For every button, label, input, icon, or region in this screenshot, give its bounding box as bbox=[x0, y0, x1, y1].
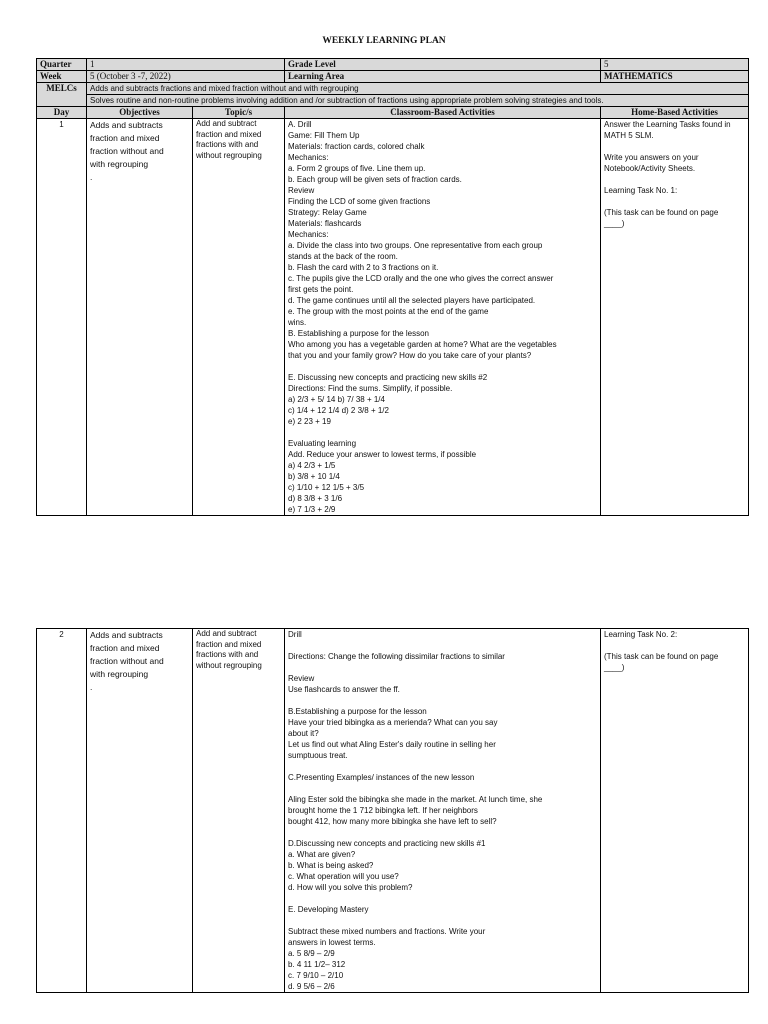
grade-level-value: 5 bbox=[601, 59, 749, 71]
text-line bbox=[288, 827, 597, 838]
text-line: b. Flash the card with 2 to 3 fractions on it. bbox=[288, 263, 439, 272]
text-line bbox=[604, 174, 745, 185]
text-line: a. Divide the class into two groups. One representative from each group bbox=[288, 241, 543, 250]
text-line: a. What are given? bbox=[288, 850, 356, 859]
day-1-number: 1 bbox=[37, 119, 87, 516]
text-line: D.Discussing new concepts and practicing new skills #1 bbox=[288, 839, 486, 848]
text-line: about it? bbox=[288, 729, 319, 738]
text-line: sumptuous treat. bbox=[288, 751, 348, 760]
text-line: Have your tried bibingka as a merienda? What can you say bbox=[288, 718, 498, 727]
day-1-classroom-activities bbox=[285, 119, 601, 516]
text-line: B. Establishing a purpose for the lesson bbox=[288, 329, 429, 338]
text-line: c. What operation will you use? bbox=[288, 872, 399, 881]
day-2-number: 2 bbox=[37, 629, 87, 993]
day-2-home-activities bbox=[601, 629, 749, 993]
text-line: Mechanics: bbox=[288, 230, 329, 239]
text-line: that you and your family grow? How do you take care of your plants? bbox=[288, 351, 532, 360]
text-line: Mechanics: bbox=[288, 153, 329, 162]
day-2-row bbox=[37, 629, 749, 993]
learning-area-value: MATHEMATICS bbox=[601, 71, 749, 83]
text-line bbox=[288, 695, 597, 706]
text-line bbox=[604, 640, 745, 651]
text-line: Learning Task No. 2: bbox=[604, 630, 678, 639]
text-line: e) 2 23 + 19 bbox=[288, 417, 331, 426]
melc-1: Adds and subtracts fractions and mixed fraction without and with regrouping bbox=[87, 83, 749, 95]
text-line: first gets the point. bbox=[288, 285, 354, 294]
melc-2: Solves routine and non-routine problems involving addition and /or subtraction of fractions using appropriate problem solving strategies and tools. bbox=[87, 95, 749, 107]
text-line: a) 4 2/3 + 1/5 bbox=[288, 461, 336, 470]
text-line: b. 4 11 1/2– 312 bbox=[288, 960, 346, 969]
text-line: Write you answers on your bbox=[604, 153, 699, 162]
text-line: ____) bbox=[604, 663, 625, 672]
text-line: Review bbox=[288, 674, 315, 683]
text-line: d. 9 5/6 – 2/6 bbox=[288, 982, 335, 991]
day-1-objectives: Adds and subtracts fraction and mixed fraction without and with regrouping . bbox=[87, 119, 193, 516]
text-line: C.Presenting Examples/ instances of the new lesson bbox=[288, 773, 475, 782]
text-line: (This task can be found on page bbox=[604, 208, 719, 217]
text-line: a. Form 2 groups of five. Line them up. bbox=[288, 164, 426, 173]
text-line: Directions: Find the sums. Simplify, if possible. bbox=[288, 384, 453, 393]
text-line: Aling Ester sold the bibingka she made in the market. At lunch time, she bbox=[288, 795, 543, 804]
day-2-objectives: Adds and subtracts fraction and mixed fraction without and with regrouping . bbox=[87, 629, 193, 993]
weekly-plan-table-continued bbox=[36, 628, 749, 993]
text-line: Finding the LCD of some given fractions bbox=[288, 197, 431, 206]
text-line: d. How will you solve this problem? bbox=[288, 883, 413, 892]
text-line: e. The group with the most points at the end of the game bbox=[288, 307, 489, 316]
text-line bbox=[288, 783, 597, 794]
quarter-value: 1 bbox=[87, 59, 285, 71]
text-line: Directions: Change the following dissimilar fractions to similar bbox=[288, 652, 505, 661]
text-line: bought 412, how many more bibingka she have left to sell? bbox=[288, 817, 497, 826]
text-line bbox=[288, 640, 597, 651]
text-line bbox=[288, 893, 597, 904]
text-line: b. What is being asked? bbox=[288, 861, 374, 870]
column-header-classroom-activities: Classroom-Based Activities bbox=[285, 107, 601, 119]
document-title: WEEKLY LEARNING PLAN bbox=[322, 36, 446, 46]
text-line: (This task can be found on page bbox=[604, 652, 719, 661]
day-1-row bbox=[37, 119, 749, 516]
text-line bbox=[288, 915, 597, 926]
text-line: c) 1/10 + 12 1/5 + 3/5 bbox=[288, 483, 365, 492]
text-line: MATH 5 SLM. bbox=[604, 131, 654, 140]
text-line: ____) bbox=[604, 219, 625, 228]
text-line: Notebook/Activity Sheets. bbox=[604, 164, 696, 173]
text-line: Materials: fraction cards, colored chalk bbox=[288, 142, 425, 151]
text-line: c. 7 9/10 – 2/10 bbox=[288, 971, 344, 980]
text-line: wins. bbox=[288, 318, 307, 327]
text-line: b) 3/8 + 10 1/4 bbox=[288, 472, 340, 481]
text-line: Use flashcards to answer the ff. bbox=[288, 685, 400, 694]
text-line: E. Developing Mastery bbox=[288, 905, 369, 914]
text-line: d. The game continues until all the selected players have participated. bbox=[288, 296, 536, 305]
text-line: Subtract these mixed numbers and fractions. Write your bbox=[288, 927, 486, 936]
text-line bbox=[604, 196, 745, 207]
day-1-home-activities bbox=[601, 119, 749, 516]
text-line bbox=[288, 761, 597, 772]
day-1-topics: Add and subtract fraction and mixed fractions with and without regrouping bbox=[193, 119, 285, 516]
text-line: c. The pupils give the LCD orally and the one who gives the correct answer bbox=[288, 274, 554, 283]
column-header-topics: Topic/s bbox=[193, 107, 285, 119]
learning-area-label: Learning Area bbox=[285, 71, 601, 83]
text-line: Strategy: Relay Game bbox=[288, 208, 367, 217]
text-line: c) 1/4 + 12 1/4 d) 2 3/8 + 1/2 bbox=[288, 406, 389, 415]
text-line: Who among you has a vegetable garden at home? What are the vegetables bbox=[288, 340, 557, 349]
text-line bbox=[604, 141, 745, 152]
day-2-classroom-activities bbox=[285, 629, 601, 993]
column-header-home-activities: Home-Based Activities bbox=[601, 107, 749, 119]
text-line: d) 8 3/8 + 3 1/6 bbox=[288, 494, 343, 503]
text-line: brought home the 1 712 bibingka left. If her neighbors bbox=[288, 806, 478, 815]
text-line: Learning Task No. 1: bbox=[604, 186, 678, 195]
text-line: Evaluating learning bbox=[288, 439, 357, 448]
text-line bbox=[288, 427, 597, 438]
day-2-topics: Add and subtract fraction and mixed fractions with and without regrouping bbox=[193, 629, 285, 993]
grade-level-label: Grade Level bbox=[285, 59, 601, 71]
text-line: Review bbox=[288, 186, 315, 195]
column-header-objectives: Objectives bbox=[87, 107, 193, 119]
text-line: Answer the Learning Tasks found in bbox=[604, 120, 731, 129]
text-line bbox=[288, 662, 597, 673]
text-line: Materials: flashcards bbox=[288, 219, 362, 228]
quarter-label: Quarter bbox=[37, 59, 87, 71]
text-line: B.Establishing a purpose for the lesson bbox=[288, 707, 427, 716]
text-line: a. 5 8/9 – 2/9 bbox=[288, 949, 335, 958]
text-line: answers in lowest terms. bbox=[288, 938, 376, 947]
text-line: a) 2/3 + 5/ 14 b) 7/ 38 + 1/4 bbox=[288, 395, 385, 404]
text-line: Let us find out what Aling Ester's daily routine in selling her bbox=[288, 740, 496, 749]
text-line: stands at the back of the room. bbox=[288, 252, 398, 261]
week-label: Week bbox=[37, 71, 87, 83]
text-line: b. Each group will be given sets of fraction cards. bbox=[288, 175, 462, 184]
text-line: Add. Reduce your answer to lowest terms, if possible bbox=[288, 450, 477, 459]
text-line: e) 7 1/3 + 2/9 bbox=[288, 505, 336, 514]
text-line: E. Discussing new concepts and practicing new skills #2 bbox=[288, 373, 488, 382]
text-line: A. Drill bbox=[288, 120, 312, 129]
text-line: Game: Fill Them Up bbox=[288, 131, 360, 140]
text-line: Drill bbox=[288, 630, 302, 639]
text-line bbox=[288, 361, 597, 372]
column-header-day: Day bbox=[37, 107, 87, 119]
weekly-plan-table bbox=[36, 58, 749, 516]
melcs-label: MELCs bbox=[37, 83, 87, 107]
week-value: 5 (October 3 -7, 2022) bbox=[87, 71, 285, 83]
